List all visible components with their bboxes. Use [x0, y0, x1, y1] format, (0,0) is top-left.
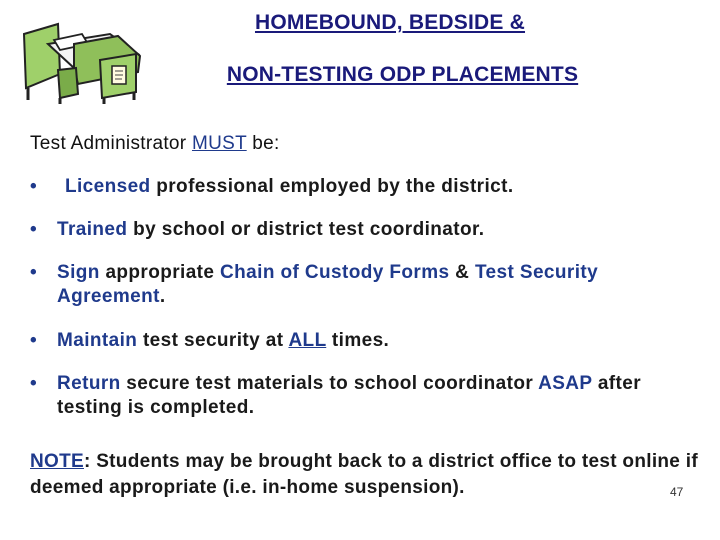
chain-of-custody-forms: Chain of Custody Forms — [220, 262, 450, 283]
bullet-text: after testing is completed. — [57, 373, 642, 418]
bullet-asap: ASAP — [538, 373, 593, 394]
bullet-glyph: • — [30, 373, 38, 394]
intro-prefix: Test Administrator — [30, 133, 192, 154]
test-security-agreement: Test Security Agreement — [57, 262, 599, 307]
note-label: NOTE — [30, 451, 84, 472]
bullet-emphasis: ALL — [288, 330, 327, 351]
bullet-text: professional employed by the district. — [150, 176, 514, 197]
bullet-glyph: • — [30, 176, 38, 197]
bullet-lead: Return — [57, 373, 121, 394]
list-item-maintain — [30, 329, 700, 353]
list-item-trained — [30, 218, 700, 242]
intro-suffix: be: — [246, 133, 280, 154]
bullet-lead: Maintain — [57, 330, 138, 351]
bullet-text: secure test materials to school coordinator — [120, 373, 539, 394]
intro-emphasis: MUST — [191, 133, 247, 154]
bullet-lead: Licensed — [65, 176, 151, 197]
intro-line — [30, 133, 280, 155]
bullet-lead: Trained — [57, 219, 128, 240]
list-item-sign — [30, 261, 700, 309]
slide-title-line-2: NON-TESTING ODP PLACEMENTS — [226, 63, 579, 86]
bullet-text: by school or district test coordinator. — [127, 219, 485, 240]
bullet-glyph: • — [30, 330, 38, 351]
slide-title-line-1: HOMEBOUND, BEDSIDE & — [254, 11, 526, 34]
bullet-lead: Sign — [57, 262, 100, 283]
bullet-glyph: • — [30, 219, 38, 240]
bullet-text: times. — [326, 330, 390, 351]
list-item-licensed — [30, 175, 700, 199]
bullet-text: & — [449, 262, 475, 283]
note-paragraph — [30, 449, 712, 501]
list-item-return — [30, 372, 700, 420]
page-number: 47 — [670, 485, 684, 499]
bullet-text: . — [159, 286, 166, 307]
bed-icon — [18, 14, 150, 106]
bullet-text: test security at — [137, 330, 289, 351]
note-text: : Students may be brought back to a district office to test online if deemed appropriate (i.e. in-home suspension). — [30, 451, 698, 498]
requirements-list — [30, 175, 700, 420]
bullet-glyph: • — [30, 262, 38, 283]
bullet-text: appropriate — [99, 262, 221, 283]
